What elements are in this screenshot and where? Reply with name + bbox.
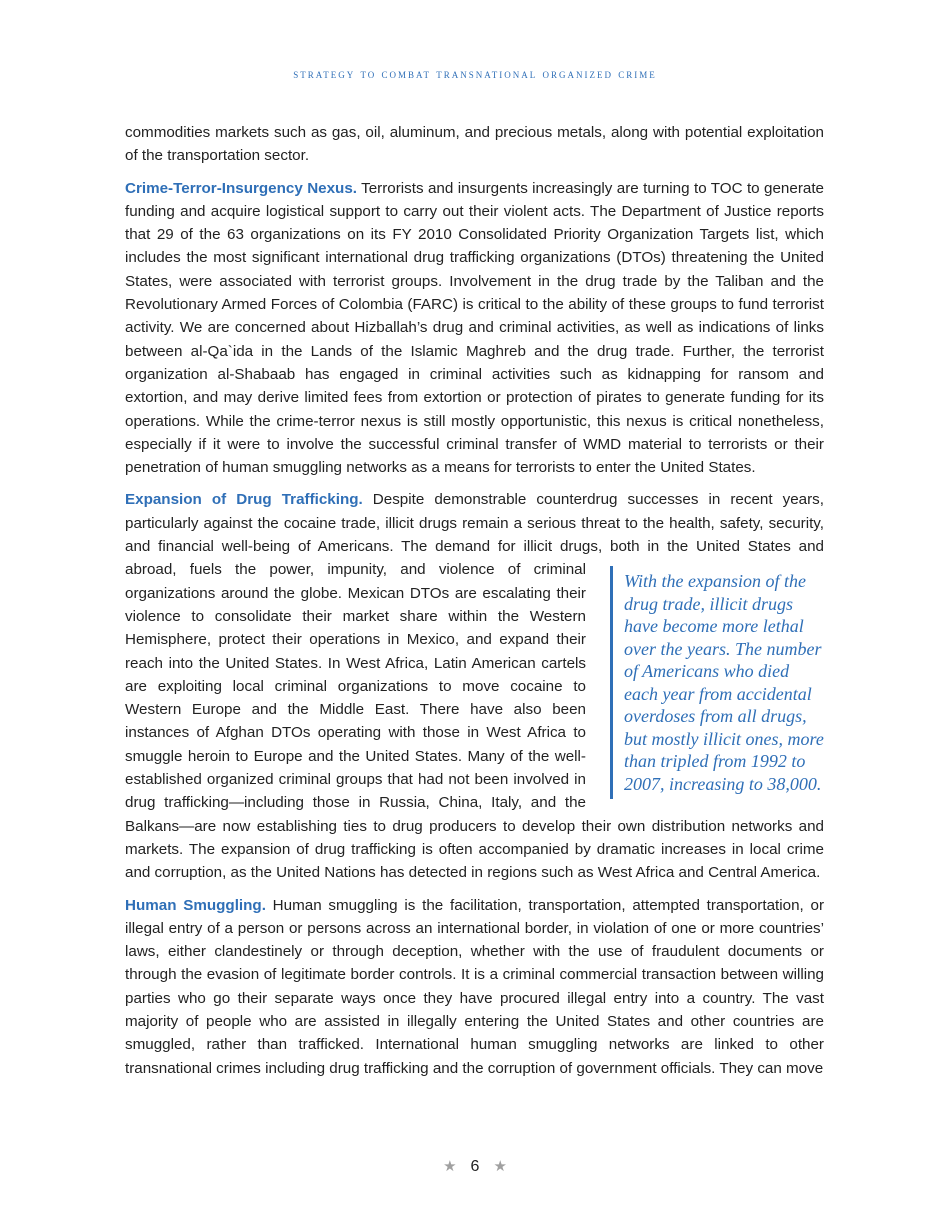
page-number: 6 <box>470 1158 480 1175</box>
nexus-paragraph <box>125 177 824 480</box>
intro-paragraph: commodities markets such as gas, oil, aluminum, and precious metals, along with potential exploitation of the transportation sector. <box>125 124 824 165</box>
running-header: strategy to combat transnational organized crime <box>293 66 657 81</box>
drug-trafficking-paragraph <box>125 488 824 884</box>
drug-trafficking-body-part2: fuels the power, impunity, and violence of criminal organizations around the globe. Mexican DTOs are escalating their violence to consolidate their market share within the Western Hemisphere, protect their operations in Mexico, and expand their reach into the United States. In West Africa, Latin American cartels are exploiting local criminal organizations to move cocaine to Western Europe and the Middle East. There have also been instances of Afghan DTOs operating with those in West Africa to smuggle heroin to Europe and the United States. Many of the well-established organized criminal groups that had not been involved in drug trafficking—including those in Russia, China, Italy, and the Balkans—are now establishing ties to drug producers to develop their own distribution networks and markets. The expansion of drug trafficking is often accompanied by dramatic increases in local crime and corruption, as the United Nations has detected in regions such as West Africa and Central America. <box>125 561 824 882</box>
human-smuggling-paragraph <box>125 894 824 1080</box>
page-footer <box>0 1157 950 1176</box>
drug-trafficking-heading: Expansion of Drug Trafficking. <box>125 491 363 509</box>
human-smuggling-heading: Human Smuggling. <box>125 896 266 914</box>
drug-trafficking-body-placeholder <box>125 491 824 881</box>
drug-trafficking-body-part1: Despite demonstrable counterdrug successes in recent years, particularly against the cocaine trade, illicit drugs remain a serious threat to the health, safety, security, and financial well-being of Americans. The demand for illicit drugs, both in the United States and abroad, <box>125 491 824 579</box>
star-right-icon: ★ <box>493 1158 507 1175</box>
human-smuggling-body: Human smuggling is the facilitation, transportation, attempted transportation, or illegal entry of a person or persons across an international border, in violation of one or more countries’ laws, either clandestinely or through deception, whether with the use of fraudulent documents or through the evasion of legitimate border controls. It is a criminal commercial transaction between willing parties who go their separate ways once they have procured illegal entry into a country. The vast majority of people who are assisted in illegally entering the United States and other countries are smuggled, rather than trafficked. International human smuggling networks are linked to other transnational crimes including drug trafficking and the corruption of government officials. They can move <box>125 896 825 1077</box>
nexus-heading: Crime-Terror-Insurgency Nexus. <box>125 179 357 197</box>
body-text <box>125 121 824 1089</box>
star-left-icon: ★ <box>443 1158 457 1175</box>
nexus-body: Terrorists and insurgents increasingly are turning to TOC to generate funding and acquire logistical support to carry out their violent acts. The Department of Justice reports that 29 of the 63 organizations on its FY 2010 Consolidated Priority Organization Targets list, which includes the most significant international drug trafficking organizations (DTOs) threatening the United States, were associated with terrorist groups. Involvement in the drug trade by the Taliban and the Revolutionary Armed Forces of Colombia (FARC) is critical to the ability of these groups to fund terrorist activity. We are concerned about Hizballah’s drug and criminal activities, as well as indications of links between al-Qa`ida in the Lands of the Islamic Maghreb and the drug trade. Further, the terrorist organization al-Shabaab has engaged in criminal activities such as kidnapping for ransom and extortion, and may derive limited fees from extortion or protection of pirates to generate funding for its operations. While the crime-terror nexus is still mostly opportunistic, this nexus is critical nonetheless, especially if it were to involve the successful criminal transfer of WMD material to terrorists or their penetration of human smuggling networks as a means for terrorists to enter the United States. <box>125 179 824 477</box>
pull-quote: With the expansion of the drug trade, illicit drugs have become more lethal over the years. The number of Americans who died each year from accidental overdoses from all drugs, but mostly illicit ones, more than tripled from 1992 to 2007, increasing to 38,000. <box>610 566 824 799</box>
